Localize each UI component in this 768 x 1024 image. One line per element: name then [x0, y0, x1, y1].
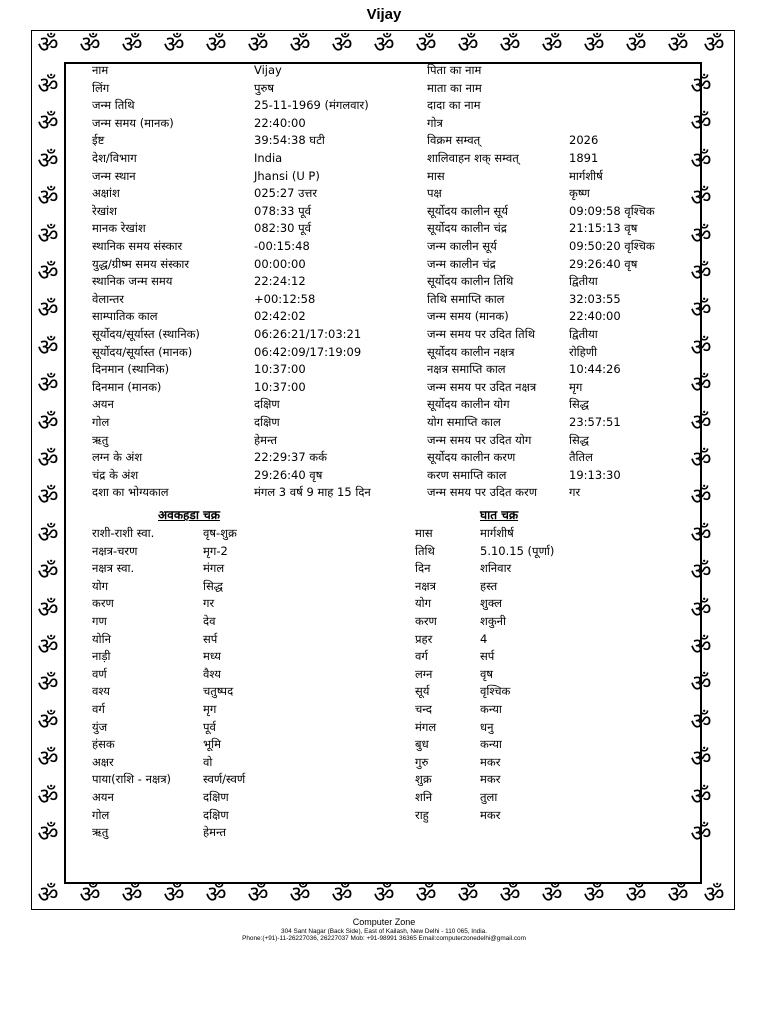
detail-value: 09:50:20 वृश्चिक — [569, 239, 655, 253]
om-icon-top-6: ॐ — [289, 32, 311, 58]
detail-label: जन्म समय पर उदित योग — [427, 432, 532, 447]
detail-label: अक्षांश — [92, 186, 120, 201]
avakahada-label: वश्य — [92, 684, 110, 699]
om-icon-left-19: ॐ — [37, 783, 59, 810]
avakahada-value: देव — [203, 614, 216, 628]
avakahada-label: गोल — [92, 807, 110, 822]
detail-label: लग्न के अंश — [92, 450, 143, 465]
detail-label: मास — [427, 168, 445, 183]
ghaat-value: वृष — [480, 666, 494, 681]
detail-value: 078:33 पूर्व — [254, 203, 312, 218]
detail-value: द्वितीया — [569, 327, 598, 341]
detail-value: रोहिणी — [569, 344, 598, 359]
om-icon-right-11: ॐ — [690, 484, 712, 511]
om-icon-right-13: ॐ — [690, 559, 712, 586]
avakahada-value: सर्प — [203, 631, 218, 646]
detail-label: सूर्योदय/सूर्यास्त (स्थानिक) — [92, 327, 200, 341]
detail-label: स्थानिक जन्म समय — [92, 274, 173, 289]
om-icon-right-1: ॐ — [690, 110, 712, 137]
ghaat-label: लग्न — [415, 666, 433, 681]
detail-label: शालिवाहन शक् सम्वत् — [427, 151, 519, 165]
detail-value: 22:40:00 — [254, 115, 306, 130]
om-icon-top-13: ॐ — [583, 32, 605, 58]
avakahada-value: मध्य — [203, 649, 221, 664]
ghaat-label: शुक्र — [415, 772, 432, 787]
detail-label: जन्म तिथि — [92, 98, 135, 113]
detail-label: स्थानिक समय संस्कार — [92, 239, 183, 253]
detail-value: 39:54:38 घटी — [254, 133, 325, 148]
om-icon-left-3: ॐ — [37, 185, 59, 212]
om-icon-bottom-13: ॐ — [583, 882, 605, 908]
detail-label: तिथि समाप्ति काल — [427, 291, 505, 306]
om-icon-right-16: ॐ — [690, 671, 712, 698]
detail-value: 23:57:51 — [569, 415, 621, 429]
avakahada-label: नाड़ी — [92, 649, 111, 664]
detail-value: मृग — [569, 379, 583, 394]
om-icon-right-3: ॐ — [690, 185, 712, 212]
om-icon-bottom-9: ॐ — [415, 882, 437, 908]
ghaat-value: सर्प — [480, 649, 495, 664]
avakahada-label: नक्षत्र-चरण — [92, 543, 138, 558]
om-icon-left-15: ॐ — [37, 634, 59, 660]
detail-label: जन्म कालीन चंद्र — [427, 256, 496, 271]
detail-label: दिनमान (मानक) — [92, 379, 162, 394]
detail-value: India — [254, 151, 283, 165]
ghaat-label: तिथि — [415, 543, 435, 558]
detail-label: योग समाप्ति काल — [427, 415, 501, 429]
detail-label: दशा का भोग्यकाल — [92, 485, 169, 500]
ghaat-label: नक्षत्र — [415, 578, 436, 593]
ghaat-value: 4 — [480, 631, 488, 646]
om-icon-top-10: ॐ — [457, 32, 479, 58]
avakahada-label: पाया(राशि - नक्षत्र) — [92, 772, 172, 787]
om-icon-left-5: ॐ — [37, 260, 59, 286]
ghaat-label: चन्द — [415, 702, 432, 716]
om-icon-bottom-4: ॐ — [205, 882, 227, 908]
detail-value: तैतिल — [569, 450, 593, 465]
avakahada-label: ऋतु — [92, 825, 109, 840]
avakahada-value: गर — [203, 596, 215, 611]
ghaat-value: धनु — [480, 719, 494, 734]
om-icon-left-20: ॐ — [37, 821, 59, 847]
detail-label: विक्रम सम्वत् — [427, 133, 481, 148]
avakahada-value: स्वर्ण/स्वर्ण — [203, 772, 246, 787]
om-icon-top-1: ॐ — [79, 32, 101, 58]
detail-value: हेमन्त — [254, 432, 278, 447]
avakahada-value: मृग — [203, 702, 217, 716]
avakahada-value: भूमि — [203, 737, 221, 752]
ghaat-value: मार्गशीर्ष — [480, 526, 514, 540]
om-icon-right-5: ॐ — [690, 260, 712, 286]
detail-label: सूर्योदय कालीन सूर्य — [427, 203, 508, 218]
ghaat-label: मंगल — [415, 719, 437, 734]
detail-label: माता का नाम — [427, 80, 482, 95]
om-icon-bottom-15: ॐ — [667, 882, 689, 908]
avakahada-value: चतुष्पद — [203, 684, 234, 699]
ghaat-label: मास — [415, 526, 433, 540]
om-icon-bottom-14: ॐ — [625, 882, 647, 908]
detail-value: 09:09:58 वृश्चिक — [569, 203, 655, 218]
detail-value: 22:24:12 — [254, 274, 306, 289]
ghaat-heading: घात चक्र — [480, 508, 519, 522]
om-icon-top-16: ॐ — [703, 32, 725, 58]
ghaat-label: करण — [415, 614, 437, 628]
avakahada-label: योग — [92, 578, 109, 593]
avakahada-label: नक्षत्र स्वा. — [92, 561, 135, 576]
page-title: Vijay — [366, 6, 402, 23]
avakahada-value: वैश्य — [203, 666, 221, 681]
om-icon-top-8: ॐ — [373, 32, 395, 58]
detail-label: करण समाप्ति काल — [427, 467, 507, 482]
om-icon-left-11: ॐ — [37, 484, 59, 511]
detail-label: जन्म समय पर उदित करण — [427, 485, 538, 500]
om-icon-right-0: ॐ — [690, 73, 712, 99]
detail-label: लिंग — [92, 80, 110, 95]
om-icon-bottom-1: ॐ — [79, 882, 101, 908]
om-icon-left-10: ॐ — [37, 447, 59, 473]
avakahada-label: युंज — [92, 719, 108, 734]
detail-value: दक्षिण — [254, 415, 280, 429]
detail-value: 082:30 पूर्व — [254, 221, 312, 236]
detail-value: मार्गशीर्ष — [569, 168, 603, 183]
om-icon-right-15: ॐ — [690, 634, 712, 660]
footer-contact: Phone:(+91)-11-26227036, 26227037 Mob: +91-98991 36365 Email:computerzonedelhi@gmail.com — [242, 935, 526, 942]
om-icon-left-12: ॐ — [37, 521, 59, 548]
om-icon-left-18: ॐ — [37, 746, 59, 773]
ghaat-label: योग — [415, 596, 432, 611]
ghaat-value: तुला — [480, 790, 498, 804]
detail-value: 1891 — [569, 151, 599, 165]
om-icon-top-4: ॐ — [205, 32, 227, 58]
ghaat-value: 5.10.15 (पूर्णा) — [480, 543, 555, 558]
om-icon-bottom-7: ॐ — [331, 882, 353, 908]
detail-value: +00:12:58 — [254, 291, 316, 306]
om-icon-top-0: ॐ — [37, 32, 59, 58]
om-icon-left-2: ॐ — [37, 147, 59, 174]
om-icon-right-14: ॐ — [690, 596, 712, 623]
avakahada-label: योनि — [92, 631, 112, 646]
om-icon-right-4: ॐ — [690, 222, 712, 249]
detail-value: Vijay — [254, 63, 282, 77]
detail-value: Jhansi (U P) — [254, 168, 320, 183]
om-icon-right-2: ॐ — [690, 147, 712, 174]
detail-value: -00:15:48 — [254, 239, 310, 253]
detail-label: जन्म स्थान — [92, 168, 136, 183]
detail-value: 10:37:00 — [254, 379, 306, 394]
detail-value: 00:00:00 — [254, 256, 306, 271]
ghaat-label: दिन — [415, 561, 431, 576]
footer-address: 304 Sant Nagar (Back Side), East of Kailash, New Delhi - 110 065, India. — [281, 928, 487, 935]
detail-value: 21:15:13 वृष — [569, 221, 638, 236]
detail-value: 32:03:55 — [569, 291, 621, 306]
om-icon-top-15: ॐ — [667, 32, 689, 58]
detail-value: 19:13:30 — [569, 467, 621, 482]
avakahada-value: मंगल — [203, 561, 225, 576]
detail-label: जन्म समय पर उदित नक्षत्र — [427, 379, 537, 394]
detail-label: गोल — [92, 415, 110, 429]
detail-label: साम्पातिक काल — [92, 309, 158, 324]
avakahada-label: वर्ग — [92, 702, 105, 716]
om-icon-top-5: ॐ — [247, 32, 269, 58]
om-icon-bottom-6: ॐ — [289, 882, 311, 908]
detail-label: पक्ष — [427, 186, 442, 201]
ghaat-value: वृश्चिक — [480, 684, 511, 699]
detail-value: कृष्ण — [569, 186, 590, 201]
om-icon-right-6: ॐ — [690, 297, 712, 324]
om-icon-bottom-0: ॐ — [37, 882, 59, 908]
om-icon-bottom-8: ॐ — [373, 882, 395, 908]
om-icon-top-3: ॐ — [163, 32, 185, 58]
detail-label: चंद्र के अंश — [92, 467, 139, 482]
detail-label: ईष्ट — [92, 133, 105, 148]
ghaat-label: बुध — [415, 737, 429, 752]
om-icon-right-19: ॐ — [690, 783, 712, 810]
avakahada-label: हंसक — [92, 737, 115, 752]
avakahada-label: वर्ण — [92, 666, 107, 681]
om-icon-bottom-3: ॐ — [163, 882, 185, 908]
om-icon-right-18: ॐ — [690, 746, 712, 773]
avakahada-label: राशी-राशी स्वा. — [92, 526, 155, 540]
detail-label: सूर्योदय कालीन नक्षत्र — [427, 344, 515, 359]
om-icon-left-7: ॐ — [37, 334, 59, 361]
detail-label: जन्म समय (मानक) — [92, 115, 174, 130]
detail-label: पिता का नाम — [427, 63, 482, 77]
om-icon-right-10: ॐ — [690, 447, 712, 473]
avakahada-label: अक्षर — [92, 754, 114, 769]
detail-label: जन्म कालीन सूर्य — [427, 239, 497, 253]
om-icon-top-2: ॐ — [121, 32, 143, 58]
ghaat-value: मकर — [480, 772, 501, 787]
avakahada-value: दक्षिण — [203, 807, 229, 822]
om-icon-right-9: ॐ — [690, 409, 712, 436]
detail-value: सिद्ध — [569, 432, 589, 447]
detail-value: 06:42:09/17:19:09 — [254, 344, 362, 359]
detail-label: सूर्योदय कालीन तिथि — [427, 274, 514, 289]
om-icon-bottom-16: ॐ — [703, 882, 725, 908]
detail-value: 25-11-1969 (मंगलवार) — [254, 98, 369, 113]
detail-label: मानक रेखांश — [92, 221, 146, 236]
om-icon-left-1: ॐ — [37, 110, 59, 137]
footer-company: Computer Zone — [352, 917, 416, 927]
avakahada-value: पूर्व — [203, 719, 216, 734]
detail-label: सूर्योदय कालीन चंद्र — [427, 221, 507, 236]
ghaat-value: मकर — [480, 754, 501, 769]
detail-value: 22:40:00 — [569, 309, 621, 324]
detail-label: सूर्योदय कालीन करण — [427, 450, 516, 465]
avakahada-value: दक्षिण — [203, 790, 229, 804]
detail-label: ऋतु — [92, 432, 109, 447]
om-icon-left-4: ॐ — [37, 222, 59, 249]
detail-label: अयन — [92, 397, 114, 412]
om-icon-top-11: ॐ — [499, 32, 521, 58]
detail-value: 29:26:40 वृष — [254, 467, 323, 482]
om-icon-left-17: ॐ — [37, 708, 59, 735]
om-icon-right-17: ॐ — [690, 708, 712, 735]
om-icon-left-0: ॐ — [37, 73, 59, 99]
ghaat-label: शनि — [415, 790, 433, 804]
om-icon-left-6: ॐ — [37, 297, 59, 324]
detail-label: दादा का नाम — [427, 98, 481, 113]
detail-label: सूर्योदय कालीन योग — [427, 397, 510, 412]
detail-value: गर — [569, 485, 581, 500]
detail-value: 22:29:37 कर्क — [254, 450, 327, 465]
detail-label: जन्म समय (मानक) — [427, 309, 509, 324]
om-icon-top-9: ॐ — [415, 32, 437, 58]
ghaat-value: मकर — [480, 807, 501, 822]
ghaat-value: शनिवार — [480, 561, 512, 576]
om-icon-bottom-10: ॐ — [457, 882, 479, 908]
avakahada-label: गण — [92, 614, 107, 628]
detail-value: पुरुष — [254, 80, 275, 95]
ghaat-value: शकुनी — [480, 614, 507, 628]
ghaat-label: वर्ग — [415, 649, 428, 664]
om-icon-right-8: ॐ — [690, 372, 712, 399]
avakahada-value: मृग-2 — [203, 543, 228, 558]
ghaat-value: कन्या — [480, 737, 502, 752]
om-icon-right-12: ॐ — [690, 521, 712, 548]
om-icon-top-7: ॐ — [331, 32, 353, 58]
detail-value: 10:44:26 — [569, 362, 621, 377]
ghaat-value: हस्त — [480, 578, 498, 593]
om-icon-left-13: ॐ — [37, 559, 59, 586]
om-icon-bottom-5: ॐ — [247, 882, 269, 908]
ghaat-label: प्रहर — [415, 631, 433, 646]
avakahada-value: वो — [203, 754, 213, 769]
detail-value: 025:27 उत्तर — [254, 186, 318, 201]
avakahada-value: हेमन्त — [203, 825, 227, 840]
om-icon-bottom-11: ॐ — [499, 882, 521, 908]
om-icon-top-14: ॐ — [625, 32, 647, 58]
detail-value: द्वितीया — [569, 274, 598, 289]
avakahada-label: करण — [92, 596, 114, 611]
detail-label: सूर्योदय/सूर्यास्त (मानक) — [92, 344, 193, 359]
detail-label: दिनमान (स्थानिक) — [92, 362, 170, 377]
detail-label: जन्म समय पर उदित तिथि — [427, 327, 536, 341]
avakahada-value: सिद्ध — [203, 578, 223, 593]
avakahada-heading: अवकहडा चक्र — [158, 508, 220, 522]
detail-value: 2026 — [569, 133, 599, 148]
om-icon-bottom-12: ॐ — [541, 882, 563, 908]
detail-value: दक्षिण — [254, 397, 280, 412]
detail-value: सिद्ध — [569, 397, 589, 412]
avakahada-label: अयन — [92, 790, 114, 804]
om-icon-top-12: ॐ — [541, 32, 563, 58]
detail-label: गोत्र — [427, 115, 443, 130]
detail-value: 29:26:40 वृष — [569, 256, 638, 271]
ghaat-label: राहु — [415, 807, 429, 822]
om-icon-left-14: ॐ — [37, 596, 59, 623]
detail-value: मंगल 3 वर्ष 9 माह 15 दिन — [254, 485, 371, 500]
ghaat-label: गुरु — [415, 754, 429, 769]
detail-value: 10:37:00 — [254, 362, 306, 377]
detail-label: युद्ध/ग्रीष्म समय संस्कार — [92, 256, 190, 271]
om-icon-bottom-2: ॐ — [121, 882, 143, 908]
om-icon-right-7: ॐ — [690, 334, 712, 361]
om-icon-right-20: ॐ — [690, 821, 712, 847]
detail-label: नक्षत्र समाप्ति काल — [427, 362, 506, 377]
om-icon-left-16: ॐ — [37, 671, 59, 698]
detail-value: 02:42:02 — [254, 309, 306, 324]
avakahada-value: वृष-शुक्र — [203, 526, 237, 540]
om-icon-left-8: ॐ — [37, 372, 59, 399]
ghaat-label: सूर्य — [415, 684, 430, 699]
detail-value: 06:26:21/17:03:21 — [254, 327, 362, 341]
ghaat-value: कन्या — [480, 702, 502, 716]
om-icon-left-9: ॐ — [37, 409, 59, 436]
detail-label: नाम — [92, 63, 109, 77]
ghaat-value: शुक्ल — [480, 596, 502, 611]
detail-label: वेलान्तर — [92, 291, 124, 306]
detail-label: रेखांश — [92, 203, 117, 218]
detail-label: देश/विभाग — [92, 151, 137, 165]
